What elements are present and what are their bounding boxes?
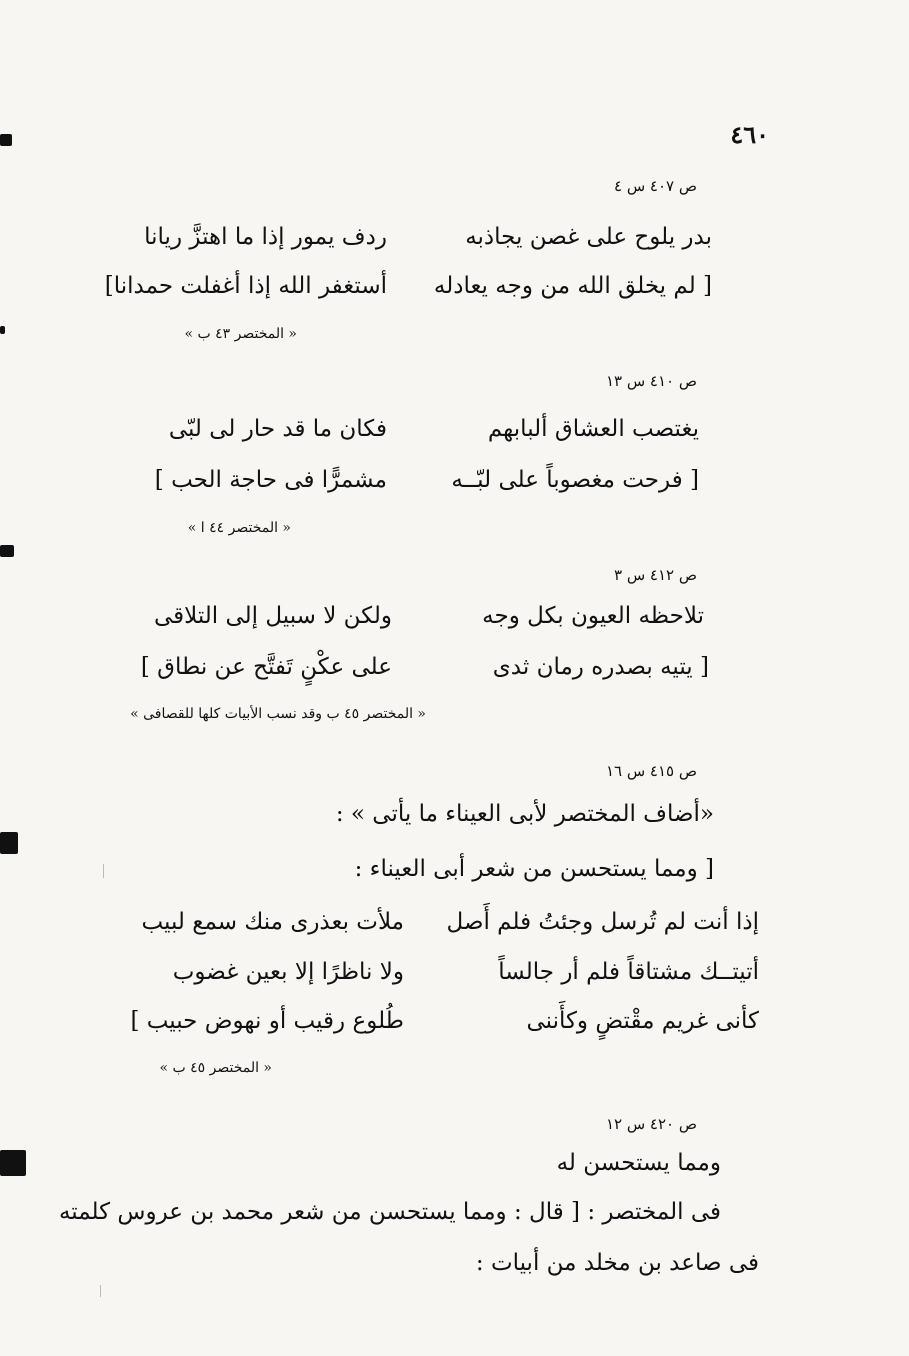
verse-second-half: ولا ناظرًا إلا بعين غضوب [172,959,404,985]
verse-second-half: على عكْنٍ تَفتَّح عن نطاق ] [140,654,392,680]
scan-mark [0,326,5,334]
verse-first-half: كأنى غريم مقْتضٍ وكأَننى [526,1008,759,1034]
citation: « المختصر ٤٥ ب وقد نسب الأبيات كلها للقصافى » [130,706,426,722]
source-reference: ص ٤٢٠ س ١٢ [605,1115,697,1133]
verse-second-half: ملأت بعذرى منك سمع لبيب [141,909,404,935]
text-line: «أضاف المختصر لأبى العيناء ما يأتى » : [335,801,714,827]
citation: « المختصر ٤٣ ب » [184,326,297,342]
scan-mark [0,134,12,146]
verse-second-half: فكان ما قد حار لى لبّى [168,416,387,442]
verse-second-half: مشمرًّا فى حاجة الحب ] [154,467,387,493]
verse-first-half: [ فرحت مغصوباً على لبّــه [451,467,699,493]
verse-first-half: [ يتيه بصدره رمان ثدى [492,654,709,680]
text-line: ومما يستحسن له [556,1150,721,1176]
verse-first-half: أتيتــك مشتاقاً فلم أر جالساً [498,959,759,985]
verse-first-half: [ لم يخلق الله من وجه يعادله [433,273,712,299]
verse-second-half: أستغفر الله إذا أغفلت حمدانا] [104,273,387,299]
paragraph-line: فى المختصر : [ قال : ومما يستحسن من شعر محمد بن عروس كلمته [58,1199,721,1225]
scan-mark [0,832,18,854]
verse-first-half: إذا أنت لم تُرسل وجئتُ فلم أَصل [446,909,759,935]
scan-tick [103,864,104,878]
verse-first-half: بدر يلوح على غصن يجاذبه [465,224,712,250]
source-reference: ص ٤١٢ س ٣ [614,566,697,584]
citation: « المختصر ٤٤ ا » [187,520,291,536]
paragraph-line: فى صاعد بن مخلد من أبيات : [475,1250,759,1276]
verse-second-half: ردف يمور إذا ما اهتزَّ ريانا [144,224,387,250]
verse-first-half: تلاحظه العيون بكل وجه [482,603,704,629]
source-reference: ص ٤٠٧ س ٤ [614,177,697,195]
source-reference: ص ٤١٠ س ١٣ [605,372,697,390]
page-number: ٤٦٠ [730,120,769,149]
verse-second-half: ولكن لا سبيل إلى التلاقى [153,603,392,629]
scan-mark [0,1150,26,1176]
scan-tick [100,1285,101,1297]
source-reference: ص ٤١٥ س ١٦ [605,762,697,780]
verse-first-half: يغتصب العشاق ألبابهم [487,416,699,442]
text-line: [ ومما يستحسن من شعر أبى العيناء : [354,856,714,882]
citation: « المختصر ٤٥ ب » [159,1060,272,1076]
scan-mark [0,545,14,557]
verse-second-half: طُلوع رقيب أو نهوض حبيب ] [130,1008,404,1034]
